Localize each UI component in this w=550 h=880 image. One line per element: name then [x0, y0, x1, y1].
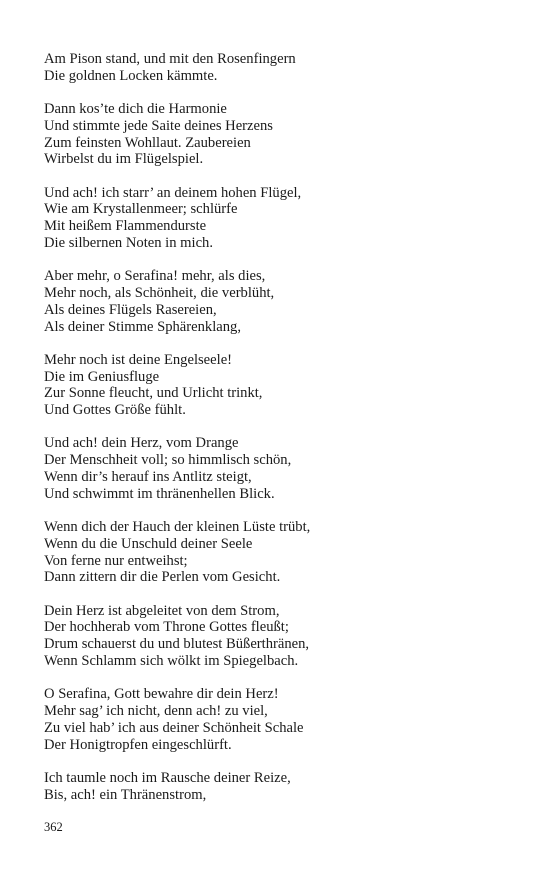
stanza [44, 435, 504, 502]
stanza [44, 268, 504, 335]
poem-line: Die silbernen Noten in mich. [44, 234, 214, 251]
poem-line: O Serafina, Gott bewahre dir dein Herz! [44, 686, 279, 703]
stanza [44, 51, 504, 85]
page-number: 362 [44, 820, 63, 834]
poem-line: Zur Sonne fleucht, und Urlicht trinkt, [44, 385, 263, 402]
poem-line: Wenn dir’s herauf ins Antlitz steigt, [44, 468, 252, 485]
poem-line: Am Pison stand, und mit den Rosenfingern [44, 51, 296, 67]
stanza [44, 519, 504, 586]
stanza [44, 603, 504, 670]
stanza [44, 352, 504, 419]
poem-line: Dann kos’te dich die Harmonie [44, 101, 227, 118]
poem-line: Die im Geniusfluge [44, 368, 160, 385]
poem-line: Mehr noch ist deine Engelseele! [44, 351, 233, 368]
poem-line: Und schwimmt im thränenhellen Blick. [44, 485, 275, 502]
stanza [44, 185, 504, 252]
poem-line: Wie am Krystallenmeer; schlürfe [44, 201, 238, 218]
poem-line: Als deines Flügels Rasereien, [44, 301, 217, 318]
poem-line: Ich taumle noch im Rausche deiner Reize, [44, 769, 291, 786]
poem-line: Bis, ach! ein Thränenstrom, [44, 786, 207, 803]
poem-line: Und stimmte jede Saite deines Herzens [44, 117, 273, 134]
poem-line: Der Honigtropfen eingeschlürft. [44, 736, 232, 753]
poem-line: Und ach! ich starr’ an deinem hohen Flügel, [44, 184, 302, 201]
poem-line: Zu viel hab’ ich aus deiner Schönheit Schale [44, 719, 304, 736]
poem-line: Wenn dich der Hauch der kleinen Lüste trübt, [44, 519, 311, 536]
poem-line: Wirbelst du im Flügelspiel. [44, 151, 204, 168]
poem-line: Und Gottes Größe fühlt. [44, 402, 186, 419]
poem-line: Die goldnen Locken kämmte. [44, 67, 218, 84]
poem-line: Und ach! dein Herz, vom Drange [44, 435, 239, 452]
poem-line: Aber mehr, o Serafina! mehr, als dies, [44, 268, 266, 285]
poem-line: Der hochherab vom Throne Gottes fleußt; [44, 619, 289, 636]
poem-line: Dein Herz ist abgeleitet von dem Strom, [44, 602, 280, 619]
poem-line: Als deiner Stimme Sphärenklang, [44, 318, 241, 335]
poem-line: Von ferne nur entweihst; [44, 552, 188, 569]
poem-line: Mehr noch, als Schönheit, die verblüht, [44, 285, 275, 302]
poem-line: Dann zittern dir die Perlen vom Gesicht. [44, 569, 281, 586]
poem-line: Wenn du die Unschuld deiner Seele [44, 535, 253, 552]
poem-text [44, 51, 504, 820]
poem-line: Drum schauerst du und blutest Büßerthränen, [44, 636, 310, 653]
poem-line: Zum feinsten Wohllaut. Zaubereien [44, 134, 251, 151]
stanza [44, 770, 504, 804]
stanza [44, 686, 504, 753]
poem-line: Der Menschheit voll; so himmlisch schön, [44, 452, 292, 469]
stanza [44, 101, 504, 168]
poem-line: Mit heißem Flammendurste [44, 218, 207, 235]
poem-line: Wenn Schlamm sich wölkt im Spiegelbach. [44, 652, 299, 669]
poem-line: Mehr sag’ ich nicht, denn ach! zu viel, [44, 703, 268, 719]
